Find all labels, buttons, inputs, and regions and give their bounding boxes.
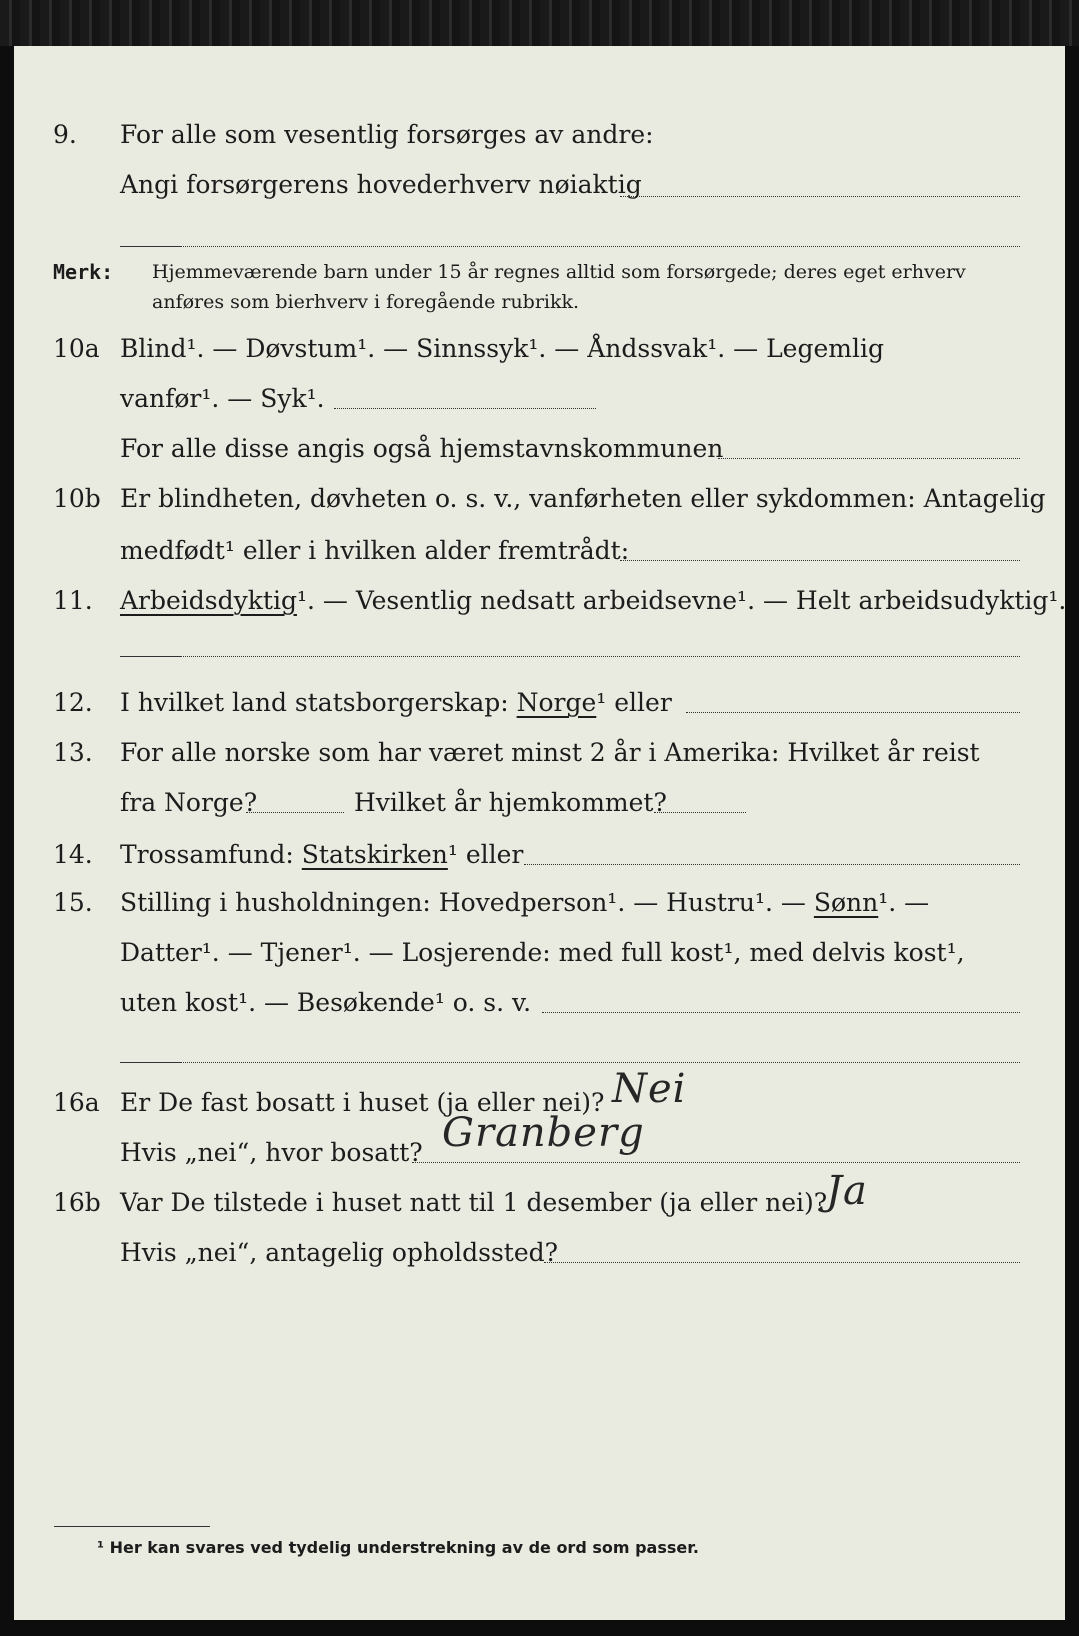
answer-line[interactable] — [334, 408, 596, 409]
rule-start — [120, 1062, 182, 1063]
handwritten-answer-ja: Ja — [826, 1168, 868, 1214]
question-text: Trossamfund: — [120, 840, 294, 869]
footnote: ¹ Her kan svares ved tydelig understrekning av de ord som passer. — [97, 1538, 699, 1557]
question-number: 13. — [53, 738, 93, 767]
question-text: For alle disse angis også hjemstavnskommunen — [120, 434, 724, 463]
question-text: Blind¹. — Døvstum¹. — Sinnssyk¹. — Åndssvak¹. — Legemlig — [120, 334, 884, 363]
question-text: Hvilket år hjemkommet? — [354, 788, 667, 817]
answer-line[interactable] — [412, 1162, 1020, 1163]
question-number: 14. — [53, 840, 93, 869]
question-text: Angi forsørgerens hovederhverv nøiaktig — [120, 170, 642, 199]
option-sonn-underlined[interactable]: Sønn — [813, 888, 879, 917]
question-text: ¹ eller — [447, 840, 524, 869]
question-text: Er blindheten, døvheten o. s. v., vanførheten eller sykdommen: Antagelig — [120, 484, 1046, 513]
question-text: Stilling i husholdningen: Hovedperson¹. — Hustru¹. — — [120, 888, 806, 917]
question-text: Hvis „nei“, antagelig opholdssted? — [120, 1238, 559, 1267]
footnote-rule — [54, 1526, 210, 1527]
option-norge-underlined[interactable]: Norge — [516, 688, 597, 717]
question-number: 12. — [53, 688, 93, 717]
answer-line[interactable] — [120, 656, 1020, 657]
question-text: ¹. — — [878, 888, 930, 917]
answer-line[interactable] — [120, 1062, 1020, 1063]
question-text: ¹ eller — [596, 688, 672, 717]
question-number: 9. — [53, 120, 77, 149]
answer-line[interactable] — [524, 864, 1020, 865]
question-text: fra Norge? — [120, 788, 258, 817]
answer-line-reist[interactable] — [246, 812, 344, 813]
question-text: Hvis „nei“, hvor bosatt? — [120, 1138, 423, 1167]
question-text: ¹. — Vesentlig nedsatt arbeidsevne¹. — Helt arbeidsudyktig¹. — [296, 586, 1067, 615]
answer-line[interactable] — [120, 246, 1020, 247]
census-form-page — [14, 46, 1065, 1620]
question-text: Var De tilstede i huset natt til 1 desember (ja eller nei)? — [120, 1188, 828, 1217]
answer-line[interactable] — [542, 1012, 1020, 1013]
handwritten-answer-granberg: Granberg — [442, 1110, 645, 1156]
answer-line[interactable] — [620, 560, 1020, 561]
answer-line[interactable] — [686, 712, 1020, 713]
question-number: 11. — [53, 586, 93, 615]
question-text: vanfør¹. — Syk¹. — [120, 384, 325, 413]
rule-start — [120, 246, 182, 247]
question-number: 10b — [53, 484, 101, 513]
question-text: For alle som vesentlig forsørges av andre: — [120, 120, 654, 149]
answer-line-hjemkommet[interactable] — [654, 812, 746, 813]
question-text: I hvilket land statsborgerskap: — [120, 688, 509, 717]
option-statskirken-underlined[interactable]: Statskirken — [301, 840, 448, 869]
question-number: 10a — [53, 334, 100, 363]
question-number: 16b — [53, 1188, 101, 1217]
answer-line[interactable] — [620, 196, 1020, 197]
scan-border-top — [0, 0, 1079, 46]
question-text: Er De fast bosatt i huset (ja eller nei)? — [120, 1088, 605, 1117]
question-text: For alle norske som har været minst 2 år i Amerika: Hvilket år reist — [120, 738, 980, 767]
note-text: Hjemmeværende barn under 15 år regnes alltid som forsørgede; deres eget erhverv — [152, 261, 966, 283]
answer-line[interactable] — [544, 1262, 1020, 1263]
question-text: medfødt¹ eller i hvilken alder fremtrådt: — [120, 536, 630, 565]
question-text: Datter¹. — Tjener¹. — Losjerende: med full kost¹, med delvis kost¹, — [120, 938, 965, 967]
note-text: anføres som bierhverv i foregående rubrikk. — [152, 291, 580, 313]
answer-line[interactable] — [718, 458, 1020, 459]
note-label: Merk: — [53, 260, 114, 284]
question-number: 16a — [53, 1088, 100, 1117]
rule-start — [120, 656, 182, 657]
question-number: 15. — [53, 888, 93, 917]
question-text: uten kost¹. — Besøkende¹ o. s. v. — [120, 988, 532, 1017]
option-arbeidsdyktig-underlined[interactable]: Arbeidsdyktig — [120, 586, 297, 615]
handwritten-answer-nei: Nei — [612, 1066, 687, 1112]
